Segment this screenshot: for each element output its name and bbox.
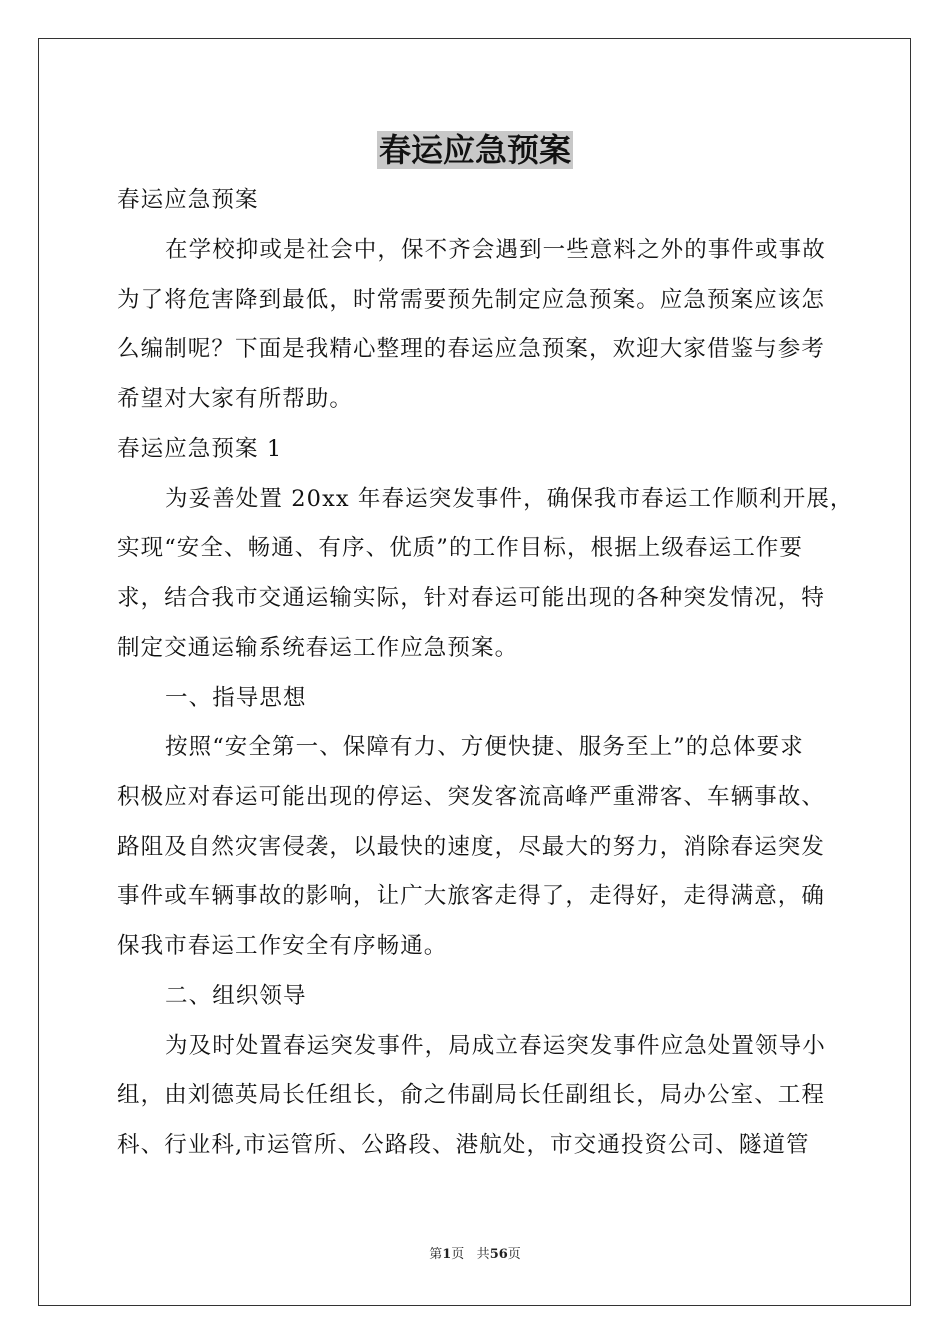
paragraph-line: 么编制呢？下面是我精心整理的春运应急预案，欢迎大家借鉴与参考: [117, 336, 826, 362]
page-prefix: 第: [429, 1247, 443, 1262]
paragraph-line: 为了将危害降到最低，时常需要预先制定应急预案。应急预案应该怎: [117, 287, 826, 313]
section-heading: 春运应急预案 1: [117, 436, 283, 462]
doc-subtitle: 春运应急预案: [117, 187, 259, 213]
paragraph-line: 实现“安全、畅通、有序、优质”的工作目标，根据上级春运工作要: [117, 535, 804, 561]
paragraph-line: 为及时处置春运突发事件，局成立春运突发事件应急处置领导小: [165, 1033, 826, 1059]
total-prefix: 共: [476, 1247, 490, 1262]
page-suffix: 页: [451, 1247, 465, 1262]
paragraph-line: 路阻及自然灾害侵袭，以最快的速度，尽最大的努力，消除春运突发: [117, 834, 826, 860]
paragraph-line: 为妥善处置 20xx 年春运突发事件，确保我市春运工作顺利开展，: [165, 486, 854, 512]
total-pages: 56: [489, 1247, 508, 1262]
section-heading: 一、指导思想: [165, 685, 307, 711]
paragraph-line: 保我市春运工作安全有序畅通。: [117, 933, 448, 959]
paragraph-line: 按照“安全第一、保障有力、方便快捷、服务至上”的总体要求: [165, 734, 804, 760]
paragraph-line: 组，由刘德英局长任组长，俞之伟副局长任副组长，局办公室、工程: [117, 1082, 826, 1108]
paragraph-line: 希望对大家有所帮助。: [117, 386, 354, 412]
page-border: [38, 38, 911, 1306]
page-footer: [0, 1246, 950, 1264]
document-title: 春运应急预案: [378, 131, 571, 169]
paragraph-line: 科、行业科,市运管所、公路段、港航处，市交通投资公司、隧道管: [117, 1132, 810, 1158]
section-heading: 二、组织领导: [165, 983, 307, 1009]
paragraph-line: 事件或车辆事故的影响，让广大旅客走得了，走得好，走得满意，确: [117, 883, 826, 909]
paragraph-line: 求，结合我市交通运输实际，针对春运可能出现的各种突发情况，特: [117, 585, 826, 611]
paragraph-line: 在学校抑或是社会中，保不齐会遇到一些意料之外的事件或事故: [165, 237, 826, 263]
paragraph-line: 制定交通运输系统春运工作应急预案。: [117, 635, 519, 661]
total-suffix: 页: [507, 1247, 521, 1262]
paragraph-line: 积极应对春运可能出现的停运、突发客流高峰严重滞客、车辆事故、: [117, 784, 826, 810]
page-number: 1: [442, 1247, 452, 1262]
